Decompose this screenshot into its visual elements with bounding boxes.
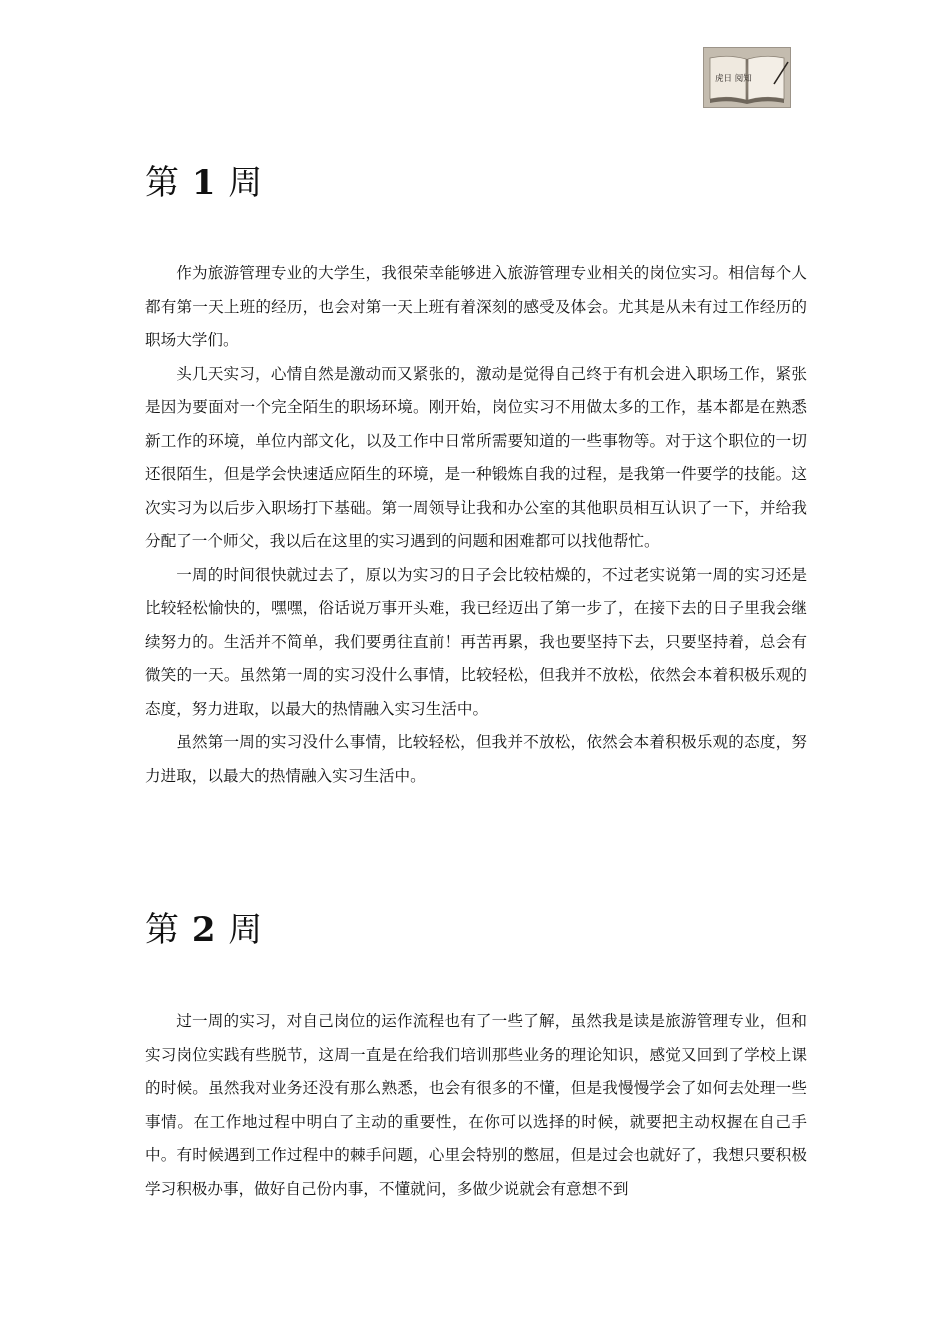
paragraph: 头几天实习，心情自然是激动而又紧张的，激动是觉得自己终于有机会进入职场工作，紧张是因为要面对一个完全陌生的职场环境。刚开始，岗位实习不用做太多的工作，基本都是在熟悉新工作的环境，单位内部文化，以及工作中日常所需要知道的一些事物等。对于这个职位的一切还很陌生，但是学会快速适应陌生的环境，是一种锻炼自我的过程，是我第一件要学的技能。这次实习为以后步入职场打下基础。第一周领导让我和办公室的其他职员相互认识了一下，并给我分配了一个师父，我以后在这里的实习遇到的问题和困难都可以找他帮忙。 [145, 364, 807, 550]
paragraph: 过一周的实习，对自己岗位的运作流程也有了一些了解，虽然我是读是旅游管理专业，但和实习岗位实践有些脱节，这周一直是在给我们培训那些业务的理论知识，感觉又回到了学校上课的时候。虽然我对业务还没有那么熟悉，也会有很多的不懂，但是我慢慢学会了如何去处理一些事情。在工作地过程中明白了主动的重要性，在你可以选择的时候，就要把主动权握在自己手中。有时候遇到工作过程中的棘手问题，心里会特别的憋屈，但是过会也就好了，我想只要积极学习积极办事，做好自己份内事，不懂就问，多做少说就会有意想不到 [145, 1012, 807, 1198]
week-2-body [145, 1005, 807, 1206]
logo-text: 虎日 阅知 [715, 74, 752, 84]
paragraph: 作为旅游管理专业的大学生，我很荣幸能够进入旅游管理专业相关的岗位实习。相信每个人都有第一天上班的经历，也会对第一天上班有着深刻的感受及体会。尤其是从未有过工作经历的职场大学们。 [145, 264, 807, 349]
week-2-title: 第 2 周 [145, 910, 264, 950]
week-1-body [145, 257, 807, 793]
week-1-title: 第 1 周 [145, 163, 264, 203]
logo-image [703, 47, 791, 108]
paragraph: 虽然第一周的实习没什么事情，比较轻松，但我并不放松，依然会本着积极乐观的态度，努力进取，以最大的热情融入实习生活中。 [145, 733, 807, 785]
open-book-icon [704, 48, 790, 107]
paragraph: 一周的时间很快就过去了，原以为实习的日子会比较枯燥的，不过老实说第一周的实习还是比较轻松愉快的，嘿嘿，俗话说万事开头难，我已经迈出了第一步了，在接下去的日子里我会继续努力的。生活并不简单，我们要勇往直前！再苦再累，我也要坚持下去，只要坚持着，总会有微笑的一天。虽然第一周的实习没什么事情，比较轻松，但我并不放松，依然会本着积极乐观的态度，努力进取，以最大的热情融入实习生活中。 [145, 565, 807, 718]
